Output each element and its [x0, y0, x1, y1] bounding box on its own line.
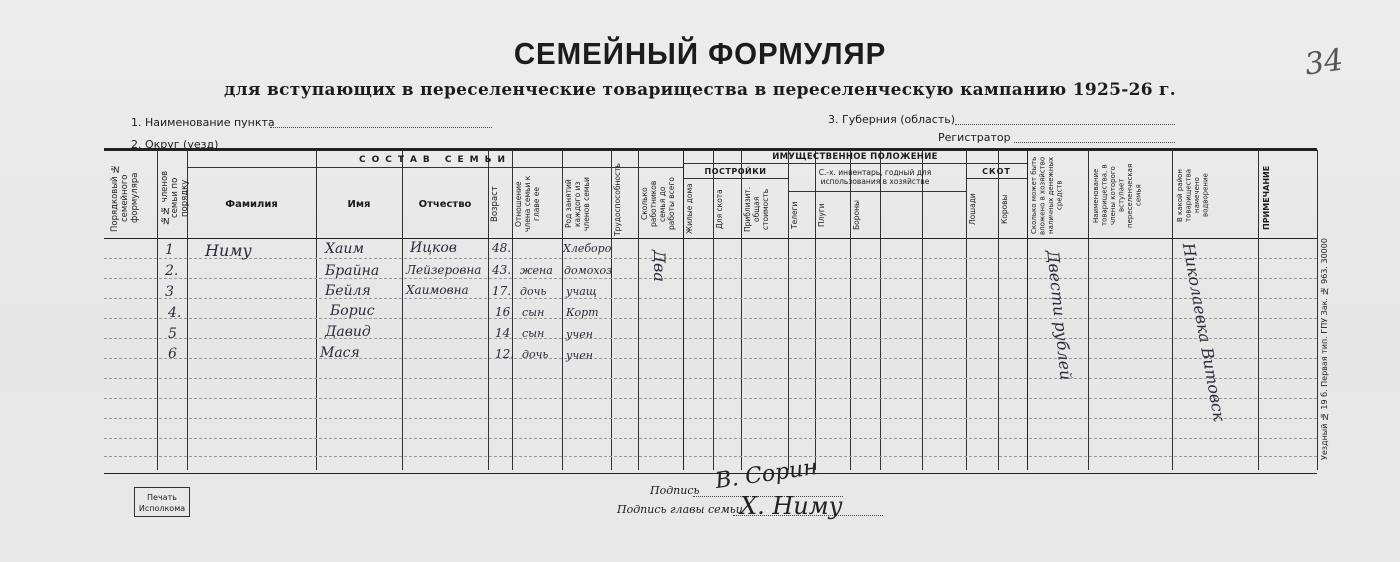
col-divider: [562, 150, 563, 470]
group-family-header: СОСТАВ СЕМЬИ: [358, 155, 512, 165]
row-3-name: Бейля: [325, 283, 371, 299]
col-divider: [741, 150, 742, 470]
stamp-box: Печать Исполкома: [134, 487, 190, 517]
col-occupation-header: Род занятий каждого из членов семьи: [564, 177, 591, 231]
col-divider: [638, 150, 639, 470]
funds-value: Двести рублей: [1043, 249, 1076, 382]
col-divider: [788, 150, 789, 470]
signature-handwriting: В. Сорин: [713, 454, 820, 495]
col-carts-header: Телеги: [790, 201, 799, 230]
page-number: 34: [1302, 42, 1346, 83]
col-divider: [850, 150, 851, 470]
row-line: [104, 398, 1317, 399]
group-inventory-header: С.-х. инвентарь, годный для использования в хозяйстве: [818, 168, 932, 186]
row-1-occupation: Хлеборо: [563, 242, 612, 255]
row-line: [104, 456, 1317, 457]
row-6-name: Мася: [320, 345, 360, 361]
field-punkt-label: 1. Наименование пункта: [131, 116, 275, 129]
form-title: СЕМЕЙНЫЙ ФОРМУЛЯР: [513, 36, 887, 71]
row-2-relation: жена: [520, 264, 553, 277]
region-value: Николаевка Витовск: [1178, 241, 1229, 423]
signature-label: Подпись: [650, 484, 700, 497]
col-cows-header: Коровы: [1000, 194, 1009, 224]
row-line: [104, 438, 1317, 439]
group-divider: [683, 163, 1027, 164]
row-line: [104, 318, 1317, 319]
row-2-age: 43.: [492, 263, 512, 277]
col-divider: [922, 150, 923, 470]
col-ploughs-header: Плуги: [817, 203, 826, 228]
print-info: Уездный № 19 б. Первая тип. ГПУ Зак. № 963. 30000: [1320, 238, 1329, 460]
row-3-relation: дочь: [520, 285, 547, 298]
row-4-no: 4.: [168, 305, 182, 321]
col-surname-header: Фамилия: [225, 199, 278, 210]
row-6-age: 12.: [495, 347, 515, 361]
row-1-surname: Ниму: [205, 241, 252, 260]
row-2-no: 2.: [165, 263, 179, 279]
col-harrows-header: Бороны: [852, 200, 861, 231]
col-ability-header: Трудоспособность: [613, 163, 622, 236]
row-4-occupation: Корт: [566, 306, 599, 319]
row-2-patronymic: Лейзеровна: [406, 263, 482, 277]
row-5-age: 14: [495, 326, 511, 340]
col-divider: [1027, 150, 1028, 470]
col-value-header: Приблизит. общая стоимость: [743, 186, 770, 232]
row-1-name: Хаим: [325, 241, 364, 257]
col-divider: [998, 150, 999, 470]
row-3-patronymic: Хаимовна: [406, 283, 469, 297]
row-5-no: 5: [168, 326, 177, 342]
col-patronymic-header: Отчество: [418, 199, 472, 210]
workers-value: Два: [650, 250, 669, 282]
row-3-occupation: учащ: [566, 285, 597, 298]
group-buildings-header: ПОСТРОЙКИ: [704, 167, 767, 176]
col-divider: [488, 150, 489, 470]
row-line: [104, 298, 1317, 299]
row-6-occupation: учен: [566, 349, 593, 362]
col-member-no-header: №№ членов семьи по порядку: [160, 170, 190, 226]
head-signature-label: Подпись главы семьи: [617, 503, 743, 516]
row-4-name: Борис: [330, 303, 375, 319]
row-4-relation: сын: [522, 306, 545, 319]
col-divider: [1258, 150, 1259, 470]
field-gubernia-line: [955, 124, 1175, 125]
group-livestock-header: СКОТ: [982, 167, 1011, 176]
col-divider: [512, 150, 513, 470]
row-4-age: 16: [495, 305, 511, 319]
row-line: [104, 338, 1317, 339]
col-divider: [316, 150, 317, 470]
col-cattle-shed-header: Для скота: [715, 189, 724, 229]
col-relation-header: Отношение члена семьи к главе ее: [514, 175, 541, 233]
row-1-patronymic: Ицков: [410, 240, 457, 256]
col-divider: [880, 150, 881, 470]
row-3-age: 17.: [492, 284, 512, 298]
col-name-header: Имя: [347, 199, 371, 210]
form-subtitle: для вступающих в переселенческие товарищества в переселенческую кампанию 1925-26 г.: [223, 80, 1176, 100]
field-punkt-line: [270, 127, 492, 128]
col-partnership-header: Наименование товарищества, в члены которого вступает переселенческая семья: [1092, 163, 1143, 228]
group-divider: [966, 178, 1027, 179]
col-horses-header: Лошади: [968, 193, 977, 225]
col-divider: [1088, 150, 1089, 470]
field-registrator-label: Регистратор: [938, 131, 1011, 144]
col-workers-header: Сколько работников семья до работы всего: [640, 177, 676, 231]
row-6-relation: дочь: [522, 348, 549, 361]
col-divider: [611, 150, 612, 470]
group-property-header: ИМУЩЕСТВЕННОЕ ПОЛОЖЕНИЕ: [772, 152, 938, 162]
row-line: [104, 358, 1317, 359]
col-divider: [402, 150, 403, 470]
col-divider: [815, 150, 816, 470]
header-divider: [104, 238, 1317, 239]
row-3-no: 3: [165, 284, 174, 300]
row-6-no: 6: [168, 346, 177, 362]
row-line: [104, 378, 1317, 379]
row-5-name: Давид: [325, 324, 371, 340]
field-okrug-label: 2. Округ (уезд): [131, 138, 219, 151]
row-line: [104, 258, 1317, 259]
row-1-no: 1: [165, 242, 174, 258]
field-registrator-line: [1014, 142, 1175, 143]
row-5-relation: сын: [522, 327, 545, 340]
row-1-age: 48.: [492, 241, 512, 255]
col-divider: [157, 150, 158, 470]
group-divider: [187, 167, 683, 168]
col-divider: [683, 150, 684, 470]
field-gubernia-label: 3. Губерния (область): [828, 113, 956, 126]
col-divider: [1172, 150, 1173, 470]
col-serial-header: Порядковый № семейного формуляра: [110, 163, 140, 233]
col-house-header: Жилые дома: [685, 183, 694, 235]
group-divider: [788, 191, 966, 192]
col-divider: [1317, 150, 1318, 470]
row-2-occupation: домохоз: [564, 264, 613, 277]
col-divider: [713, 150, 714, 470]
col-age-header: Возраст: [490, 186, 500, 222]
col-notes-header: ПРИМЕЧАНИЕ: [1262, 165, 1271, 231]
row-line: [104, 418, 1317, 419]
row-line: [104, 278, 1317, 279]
col-funds-header: Сколько может быть вложено в хозяйство наличных денежных средств: [1030, 156, 1064, 235]
col-divider: [966, 150, 967, 470]
group-divider: [683, 178, 788, 179]
head-signature-handwriting: Х. Ниму: [740, 492, 843, 520]
row-5-occupation: учен: [566, 328, 593, 341]
row-2-name: Брайна: [325, 263, 380, 279]
col-region-header: В какой район товарищества намечено водворение: [1176, 169, 1210, 223]
